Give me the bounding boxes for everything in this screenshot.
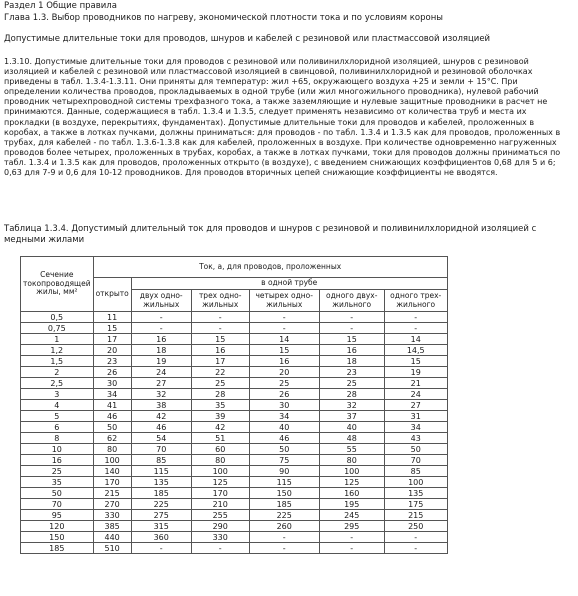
table-cell: 37 <box>319 411 384 422</box>
table-cell: 170 <box>191 488 249 499</box>
table-cell: - <box>131 543 191 554</box>
table-row <box>21 488 448 499</box>
table-cell: 32 <box>319 400 384 411</box>
table-cell: 2,5 <box>21 378 94 389</box>
table-cell: 100 <box>93 455 131 466</box>
table-cell: 62 <box>93 433 131 444</box>
table-cell: 14 <box>249 334 319 345</box>
table-cell: 17 <box>191 356 249 367</box>
table-cell: 0,75 <box>21 323 94 334</box>
table-cell: - <box>384 323 447 334</box>
table-cell: 19 <box>384 367 447 378</box>
table-cell: 46 <box>131 422 191 433</box>
table-cell: 55 <box>319 444 384 455</box>
table-cell: 215 <box>93 488 131 499</box>
table-row <box>21 367 448 378</box>
table-cell: 85 <box>131 455 191 466</box>
table-row <box>21 499 448 510</box>
table-cell: - <box>249 532 319 543</box>
table-cell: 2 <box>21 367 94 378</box>
table-cell: 150 <box>21 532 94 543</box>
table-cell: - <box>319 543 384 554</box>
table-cell: 51 <box>191 433 249 444</box>
table-cell: 26 <box>249 389 319 400</box>
table-cell: 115 <box>249 477 319 488</box>
table-cell: 34 <box>249 411 319 422</box>
table-cell: 245 <box>319 510 384 521</box>
table-cell: 185 <box>249 499 319 510</box>
current-table <box>20 256 448 554</box>
table-cell: 290 <box>191 521 249 532</box>
table-cell: 170 <box>93 477 131 488</box>
table-cell: 80 <box>191 455 249 466</box>
table-cell: - <box>319 312 384 323</box>
table-cell: 315 <box>131 521 191 532</box>
table-row <box>21 466 448 477</box>
table-cell: 185 <box>21 543 94 554</box>
table-cell: 255 <box>191 510 249 521</box>
table-cell: - <box>319 323 384 334</box>
table-row <box>21 411 448 422</box>
table-cell: 50 <box>93 422 131 433</box>
table-cell: 15 <box>191 334 249 345</box>
table-cell: 100 <box>319 466 384 477</box>
table-cell: - <box>249 323 319 334</box>
table-cell: 15 <box>319 334 384 345</box>
table-row <box>21 312 448 323</box>
table-cell: 43 <box>384 433 447 444</box>
table-cell: 510 <box>93 543 131 554</box>
table-cell: 30 <box>249 400 319 411</box>
table-cell: 15 <box>249 345 319 356</box>
table-cell: 15 <box>384 356 447 367</box>
table-cell: 48 <box>319 433 384 444</box>
table-row <box>21 510 448 521</box>
table-cell: 125 <box>191 477 249 488</box>
table-cell: - <box>191 312 249 323</box>
table-cell: 1,5 <box>21 356 94 367</box>
table-cell: 125 <box>319 477 384 488</box>
table-cell: 185 <box>131 488 191 499</box>
table-cell: 25 <box>191 378 249 389</box>
table-cell: 22 <box>191 367 249 378</box>
col-header-three-single: трех одно-жильных <box>191 290 249 312</box>
table-cell: - <box>384 532 447 543</box>
section-header: Раздел 1 Общие правила <box>4 1 117 11</box>
table-cell: 385 <box>93 521 131 532</box>
table-row <box>21 345 448 356</box>
table-cell: 42 <box>131 411 191 422</box>
table-cell: 275 <box>131 510 191 521</box>
table-cell: 5 <box>21 411 94 422</box>
table-cell: 270 <box>93 499 131 510</box>
table-cell: 175 <box>384 499 447 510</box>
table-cell: 0,5 <box>21 312 94 323</box>
table-cell: 24 <box>384 389 447 400</box>
paragraph-1-3-10: 1.3.10. Допустимые длительные токи для проводов с резиновой или поливинилхлоридной изоляцией, шнуров с резиновой изоляцией и кабелей с резиновой или пластмассовой изоляцией в свинцовой, поливинилхлоридной и резиновой оболочках приведены в табл. 1.3.4-1.3.11. Они приняты для температур: жил +65, окружающего воздуха +25 и земли + 15°С. При определении количества проводов, прокладываемых в одной трубе (или жил многожильного проводника), нулевой рабочий проводник четырехпроводной системы трехфазного тока, а также заземляющие и нулевые защитные проводники в расчет не принимаются. Данные, содержащиеся в табл. 1.3.4 и 1.3.5, следует применять независимо от количества труб и места их прокладки (в воздухе, перекрытиях, фундаментах). Допустимые длительные токи для проводов и кабелей, проложенных в коробах, а также в лотках пучками, должны приниматься: для проводов - по табл. 1.3.4 и 1.3.5 как для проводов, проложенных в трубах, для кабелей - по табл. 1.3.6-1.3.8 как для кабелей, проложенных в воздухе. При количестве одновременно нагруженных проводов более четырех, проложенных в трубах, коробах, а также в лотках пучками, токи для проводов должны приниматься по табл. 1.3.4 и 1.3.5 как для проводов, проложенных открыто (в воздухе), с введением снижающих коэффициентов 0,68 для 5 и 6; 0,63 для 7-9 и 0,6 для 10-12 проводников. Для проводов вторичных цепей снижающие коэффициенты не вводятся. <box>4 57 561 178</box>
table-cell: 54 <box>131 433 191 444</box>
table-cell: - <box>249 543 319 554</box>
table-cell: 46 <box>93 411 131 422</box>
table-row <box>21 389 448 400</box>
table-cell: 135 <box>131 477 191 488</box>
table-cell: 6 <box>21 422 94 433</box>
table-cell: 440 <box>93 532 131 543</box>
table-cell: 215 <box>384 510 447 521</box>
table-cell: 75 <box>249 455 319 466</box>
table-cell: - <box>384 543 447 554</box>
col-header-one-three-core: одного трех-жильного <box>384 290 447 312</box>
table-cell: - <box>319 532 384 543</box>
table-caption: Таблица 1.3.4. Допустимый длительный ток для проводов и шнуров с резиновой и поливинилхлоридной изоляцией с медными жилами <box>4 224 537 245</box>
table-cell: 34 <box>93 389 131 400</box>
table-cell: 24 <box>131 367 191 378</box>
table-cell: 80 <box>319 455 384 466</box>
table-cell: 34 <box>384 422 447 433</box>
table-cell: 28 <box>191 389 249 400</box>
table-cell: - <box>191 543 249 554</box>
table-cell: 19 <box>131 356 191 367</box>
table-cell: 95 <box>21 510 94 521</box>
table-cell: 15 <box>93 323 131 334</box>
table-cell: 330 <box>191 532 249 543</box>
table-cell: 50 <box>384 444 447 455</box>
col-header-current: Ток, а, для проводов, проложенных <box>93 257 447 278</box>
col-header-two-single: двух одно-жильных <box>131 290 191 312</box>
table-cell: 23 <box>319 367 384 378</box>
table-row <box>21 422 448 433</box>
table-cell: 20 <box>93 345 131 356</box>
table-cell: 11 <box>93 312 131 323</box>
table-row <box>21 444 448 455</box>
table-cell: 140 <box>93 466 131 477</box>
table-cell: 46 <box>249 433 319 444</box>
table-cell: 10 <box>21 444 94 455</box>
table-cell: 18 <box>131 345 191 356</box>
table-cell: 25 <box>319 378 384 389</box>
table-row <box>21 334 448 345</box>
col-header-open: открыто <box>93 278 131 312</box>
table-row <box>21 521 448 532</box>
table-cell: 28 <box>319 389 384 400</box>
table-row <box>21 532 448 543</box>
table-cell: 8 <box>21 433 94 444</box>
table-cell: 14,5 <box>384 345 447 356</box>
table-cell: 35 <box>21 477 94 488</box>
table-cell: 260 <box>249 521 319 532</box>
table-cell: 16 <box>191 345 249 356</box>
table-cell: 225 <box>131 499 191 510</box>
col-header-one-two-core: одного двух-жильного <box>319 290 384 312</box>
table-cell: 16 <box>249 356 319 367</box>
table-cell: - <box>249 312 319 323</box>
table-cell: 225 <box>249 510 319 521</box>
table-cell: 38 <box>131 400 191 411</box>
table-cell: 4 <box>21 400 94 411</box>
table-cell: - <box>131 312 191 323</box>
table-cell: 16 <box>131 334 191 345</box>
table-row <box>21 356 448 367</box>
table-cell: 70 <box>384 455 447 466</box>
table-cell: 195 <box>319 499 384 510</box>
table-cell: 27 <box>384 400 447 411</box>
table-cell: 30 <box>93 378 131 389</box>
table-cell: 40 <box>319 422 384 433</box>
col-header-section: Сечение токопроводящей жилы, мм² <box>21 257 94 312</box>
table-body <box>21 312 448 554</box>
table-cell: 360 <box>131 532 191 543</box>
table-row <box>21 477 448 488</box>
table-cell: 100 <box>191 466 249 477</box>
subsection-title: Допустимые длительные токи для проводов, шнуров и кабелей с резиновой или пластмассовой изоляцией <box>4 34 491 44</box>
table-cell: 1 <box>21 334 94 345</box>
table-cell: 18 <box>319 356 384 367</box>
table-row <box>21 433 448 444</box>
table-row <box>21 378 448 389</box>
table-cell: 60 <box>191 444 249 455</box>
table-cell: 41 <box>93 400 131 411</box>
table-cell: 135 <box>384 488 447 499</box>
table-cell: 42 <box>191 422 249 433</box>
table-cell: 31 <box>384 411 447 422</box>
table-cell: 23 <box>93 356 131 367</box>
table-cell: 16 <box>319 345 384 356</box>
table-cell: 35 <box>191 400 249 411</box>
table-cell: 80 <box>93 444 131 455</box>
table-cell: 250 <box>384 521 447 532</box>
table-cell: 25 <box>21 466 94 477</box>
table-cell: 14 <box>384 334 447 345</box>
table-cell: 120 <box>21 521 94 532</box>
table-cell: 20 <box>249 367 319 378</box>
table-cell: 25 <box>249 378 319 389</box>
table-cell: 16 <box>21 455 94 466</box>
table-cell: 3 <box>21 389 94 400</box>
table-cell: 17 <box>93 334 131 345</box>
table-cell: - <box>191 323 249 334</box>
table-row <box>21 323 448 334</box>
table-cell: - <box>131 323 191 334</box>
table-cell: 50 <box>21 488 94 499</box>
table-cell: 32 <box>131 389 191 400</box>
table-row <box>21 400 448 411</box>
table-cell: - <box>384 312 447 323</box>
chapter-header: Глава 1.3. Выбор проводников по нагреву, экономической плотности тока и по условиям короны <box>4 13 443 23</box>
table-cell: 330 <box>93 510 131 521</box>
table-cell: 70 <box>131 444 191 455</box>
col-header-four-single: четырех одно-жильных <box>249 290 319 312</box>
table-cell: 295 <box>319 521 384 532</box>
table-cell: 27 <box>131 378 191 389</box>
table-cell: 1,2 <box>21 345 94 356</box>
table-cell: 85 <box>384 466 447 477</box>
table-cell: 50 <box>249 444 319 455</box>
table-cell: 210 <box>191 499 249 510</box>
table-cell: 115 <box>131 466 191 477</box>
table-cell: 90 <box>249 466 319 477</box>
table-cell: 40 <box>249 422 319 433</box>
table-cell: 39 <box>191 411 249 422</box>
table-cell: 160 <box>319 488 384 499</box>
table-cell: 21 <box>384 378 447 389</box>
table-row <box>21 543 448 554</box>
table-cell: 70 <box>21 499 94 510</box>
table-row <box>21 455 448 466</box>
table-cell: 150 <box>249 488 319 499</box>
table-cell: 26 <box>93 367 131 378</box>
table-cell: 100 <box>384 477 447 488</box>
col-header-one-pipe: в одной трубе <box>131 278 447 290</box>
